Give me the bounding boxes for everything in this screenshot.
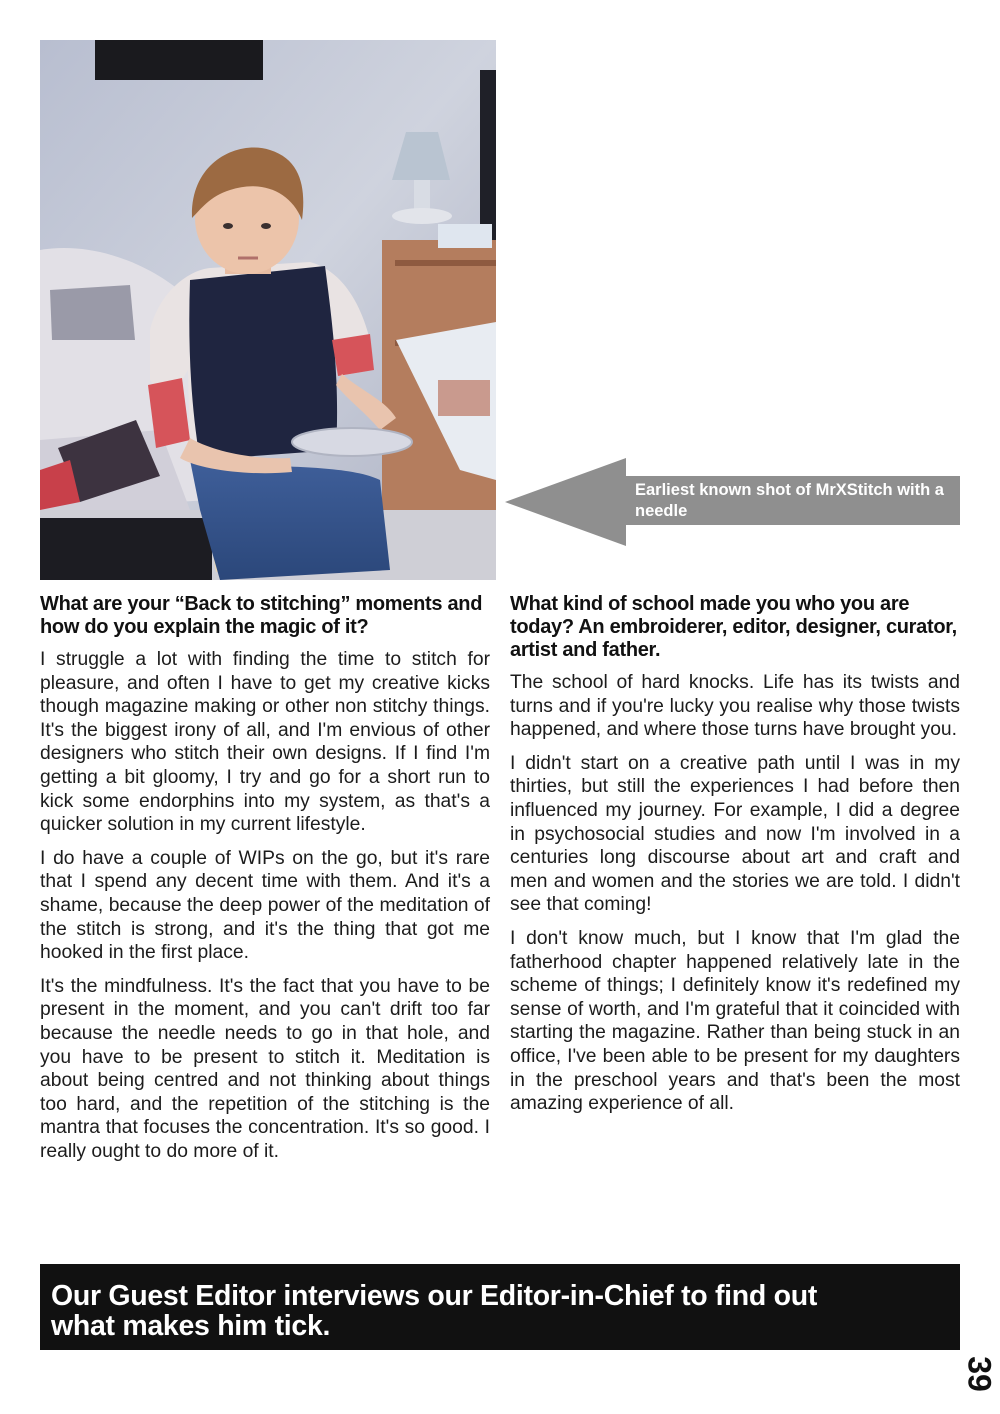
right-paragraph: I don't know much, but I know that I'm glad the fatherhood chapter happened relatively late in the scheme of things; I definitely know it's redefined my sense of worth, and I'm grateful that it coincided with starting the magazine. Rather than being stuck in an office, I've been able to be present for my daughters in the preschool years and that's been the most amazing experience of all. [510,927,960,1115]
page-number-text: 39 [961,1356,998,1392]
left-paragraph: It's the mindfulness. It's the fact that you have to be present in the moment, and you can't drift too far because the needle needs to go in that hole, and you have to be present to stitch it. Meditation is about being centred and not thinking about things too hard, and the repetition of the stitching is the mantra that focuses the concentration. It's so good. I really ought to do more of it. [40,975,490,1162]
left-column [40,593,490,1173]
banner-line-1: Our Guest Editor interviews our Editor-in-Chief to find out [51,1280,818,1312]
intro-banner [40,1264,960,1350]
photo-illustration [40,40,496,580]
page-number [958,1348,1000,1400]
left-paragraph: I struggle a lot with finding the time to stitch for pleasure, and often I have to get my creative kicks though magazine making or other non stitchy things. It's the biggest irony of all, and I'm envious of other designers who stitch their own designs. If I find I'm getting a bit gloomy, I try and go for a short run to kick some endorphins into my system, as that's a quicker solution in my current lifestyle. [40,649,490,836]
vintage-photo [40,40,496,580]
left-question-heading: What are your “Back to stitching” moments and how do you explain the magic of it? [40,593,483,638]
right-column [510,593,960,1126]
right-paragraph: I didn't start on a creative path until I was in my thirties, but still the experiences I had before then influenced my journey. For example, I did a degree in psychosocial studies and now I'm involved in a centuries long discourse about art and craft and men and women and the stories we are told. I didn't see that coming! [510,752,960,916]
photo-caption: Earliest known shot of MrXStitch with a needle [635,481,944,520]
right-question-heading: What kind of school made you who you are today? An embroiderer, editor, designer, curator, artist and father. [510,593,957,661]
banner-line-2: what makes him tick. [51,1310,331,1342]
caption-arrow [505,458,960,546]
left-paragraph: I do have a couple of WIPs on the go, but it's rare that I spend any decent time with them. And it's a shame, because the deep power of the meditation of the stitch is strong, and it's the thing that got me hooked in the first place. [40,847,490,964]
right-paragraph: The school of hard knocks. Life has its twists and turns and if you're lucky you realise why those twists happened, and where those turns have brought you. [510,672,960,741]
